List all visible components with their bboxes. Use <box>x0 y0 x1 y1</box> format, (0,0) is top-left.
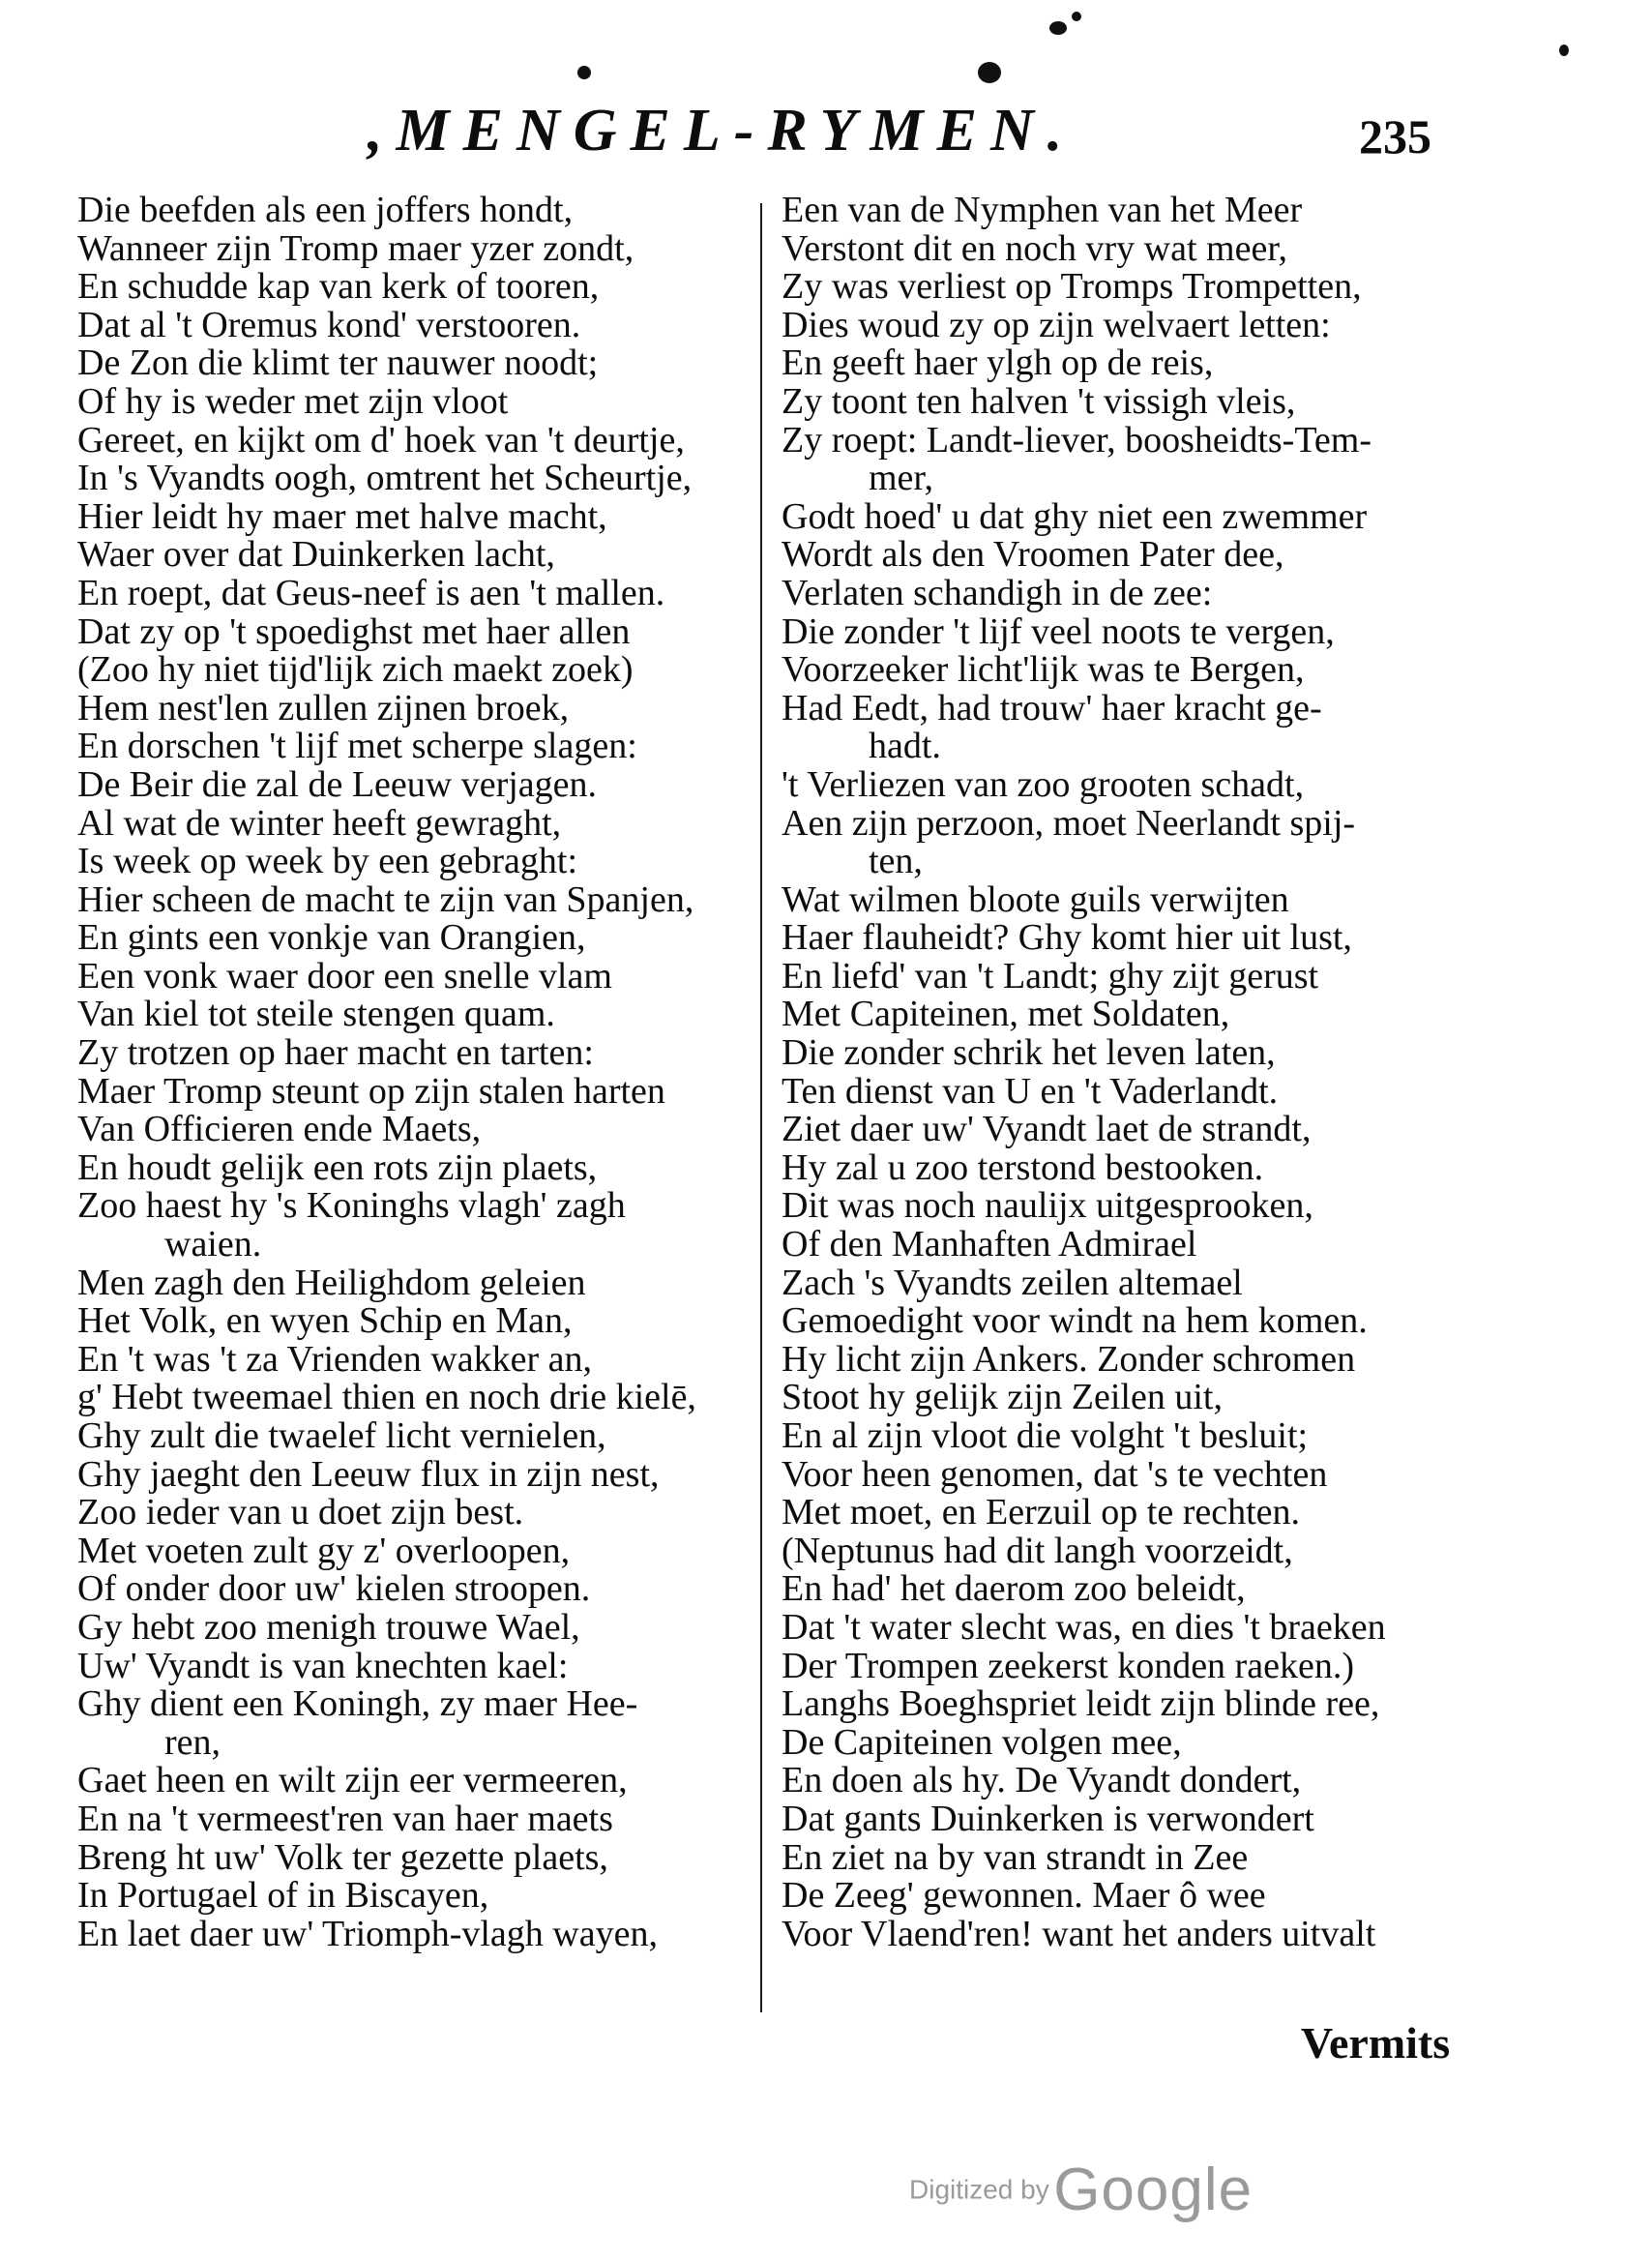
verse-line: Dat 't water slecht was, en dies 't braeken <box>782 1606 1386 1648</box>
verse-line: Zy was verliest op Tromps Trompetten, <box>782 266 1362 308</box>
verse-line: Hy zal u zoo terstond bestooken. <box>782 1146 1264 1188</box>
verse-line: Ghy zult die twaelef licht vernielen, <box>77 1415 606 1456</box>
verse-line: Stoot hy gelijk zijn Zeilen uit, <box>782 1377 1223 1418</box>
verse-line: waien. <box>164 1224 262 1265</box>
verse-line: Gemoedight voor windt na hem komen. <box>782 1300 1368 1342</box>
verse-line: En na 't vermeest'ren van haer maets <box>77 1798 613 1839</box>
verse-line: Een vonk waer door een snelle vlam <box>77 955 612 997</box>
verse-line: Men zagh den Heilighdom geleien <box>77 1262 586 1303</box>
verse-line: En dorschen 't lijf met scherpe slagen: <box>77 726 637 767</box>
verse-line: De Beir die zal de Leeuw verjagen. <box>77 763 598 805</box>
verse-line: Uw' Vyandt is van knechten kael: <box>77 1645 569 1686</box>
verse-line: Is week op week by een gebraght: <box>77 841 578 882</box>
verse-line: Ziet daer uw' Vyandt laet de strandt, <box>782 1109 1312 1150</box>
verse-line: Gy hebt zoo menigh trouwe Wael, <box>77 1606 580 1648</box>
verse-line: En liefd' van 't Landt; ghy zijt gerust <box>782 955 1319 997</box>
catchword: Vermits <box>1301 2018 1451 2068</box>
verse-line: En had' het daerom zoo beleidt, <box>782 1568 1246 1610</box>
verse-line: Zach 's Vyandts zeilen altemael <box>782 1262 1243 1303</box>
verse-line: Hy licht zijn Ankers. Zonder schromen <box>782 1338 1356 1380</box>
verse-line: Met moet, en Eerzuil op te rechten. <box>782 1492 1301 1533</box>
verse-line: Breng ht uw' Volk ter gezette plaets, <box>77 1836 608 1878</box>
verse-line: De Capiteinen volgen mee, <box>782 1721 1182 1763</box>
verse-line: (Neptunus had dit langh voorzeidt, <box>782 1530 1293 1571</box>
verse-line: Met Capiteinen, met Soldaten, <box>782 994 1230 1035</box>
verse-line: Of den Manhaften Admirael <box>782 1224 1197 1265</box>
verse-line: Die zonder 't lijf veel noots te vergen, <box>782 610 1335 652</box>
verse-line: Dat al 't Oremus kond' verstooren. <box>77 304 581 345</box>
verse-line: Gereet, en kijkt om d' hoek van 't deurtje, <box>77 419 685 461</box>
verse-line: Dat zy op 't spoedighst met haer allen <box>77 610 631 652</box>
verse-line: Of hy is weder met zijn vloot <box>77 380 509 422</box>
verse-line: Wordt als den Vroomen Pater dee, <box>782 534 1284 576</box>
verse-line: Der Trompen zeekerst konden raeken.) <box>782 1645 1354 1686</box>
verse-line: Al wat de winter heeft gewraght, <box>77 802 562 844</box>
verse-line: g' Hebt tweemael thien en noch drie kielē, <box>77 1377 696 1418</box>
verse-line: Langhs Boeghspriet leidt zijn blinde ree, <box>782 1683 1380 1725</box>
verse-line: Zoo ieder van u doet zijn best. <box>77 1492 524 1533</box>
verse-line: Met voeten zult gy z' overloopen, <box>77 1530 571 1571</box>
verse-line: mer, <box>869 458 934 499</box>
verse-line: 't Verliezen van zoo grooten schadt, <box>782 763 1305 805</box>
verse-line: hadt. <box>869 726 941 767</box>
verse-line: En houdt gelijk een rots zijn plaets, <box>77 1146 598 1188</box>
digitized-label: Digitized by <box>909 2174 1049 2205</box>
ink-speck <box>1049 21 1067 35</box>
verse-line: Waer over dat Duinkerken lacht, <box>77 534 555 576</box>
verse-line: Verlaten schandigh in de zee: <box>782 572 1213 613</box>
verse-line: En geeft haer ylgh op de reis, <box>782 342 1214 384</box>
verse-line: En schudde kap van kerk of tooren, <box>77 266 600 308</box>
verse-line: Een van de Nymphen van het Meer <box>782 190 1303 230</box>
verse-line: Zy trotzen op haer macht en tarten: <box>77 1032 594 1074</box>
verse-line: Die zonder schrik het leven laten, <box>782 1032 1276 1074</box>
running-head: ,MENGEL-RYMEN. <box>368 98 1077 164</box>
verse-line: Wanneer zijn Tromp maer yzer zondt, <box>77 227 634 269</box>
verse-line: Dies woud zy op zijn welvaert letten: <box>782 304 1331 345</box>
verse-line: Het Volk, en wyen Schip en Man, <box>77 1300 573 1342</box>
verse-line: ren, <box>164 1721 221 1763</box>
ink-speck <box>577 66 591 79</box>
page-number: 235 <box>1359 109 1431 164</box>
verse-line: En roept, dat Geus-neef is aen 't mallen. <box>77 572 665 613</box>
right-column <box>782 192 1478 1953</box>
verse-line: Hier scheen de macht te zijn van Spanjen, <box>77 878 694 920</box>
verse-line: Hier leidt hy maer met halve macht, <box>77 495 607 537</box>
verse-line: Hem nest'len zullen zijnen broek, <box>77 687 570 729</box>
ink-speck <box>1559 45 1569 56</box>
verse-line: Wat wilmen bloote guils verwijten <box>782 878 1289 920</box>
verse-line: Aen zijn perzoon, moet Neerlandt spij- <box>782 802 1356 844</box>
digitized-watermark <box>909 2156 1253 2224</box>
verse-line: En 't was 't za Vrienden wakker an, <box>77 1338 592 1380</box>
verse-line: En doen als hy. De Vyandt dondert, <box>782 1760 1302 1801</box>
verse-line: (Zoo hy niet tijd'lijk zich maekt zoek) <box>77 649 634 691</box>
verse-line: Maer Tromp steunt op zijn stalen harten <box>77 1070 665 1112</box>
verse-line: In Portugael of in Biscayen, <box>77 1875 489 1917</box>
ink-speck <box>1072 12 1081 21</box>
verse-line: Voor Vlaend'ren! want het anders uitvalt <box>782 1913 1376 1954</box>
verse-line: Had Eedt, had trouw' haer kracht ge- <box>782 687 1322 729</box>
verse-line: In 's Vyandts oogh, omtrent het Scheurtje, <box>77 458 693 499</box>
verse-line: En ziet na by van strandt in Zee <box>782 1836 1249 1878</box>
verse-line: Ghy jaeght den Leeuw flux in zijn nest, <box>77 1453 660 1495</box>
verse-line: Voorzeeker licht'lijk was te Bergen, <box>782 649 1305 691</box>
verse-line: En laet daer uw' Triomph-vlagh wayen, <box>77 1913 658 1954</box>
verse-line: En gints een vonkje van Orangien, <box>77 917 586 959</box>
verse-line: Die beefden als een joffers hondt, <box>77 190 574 230</box>
verse-line: Voor heen genomen, dat 's te vechten <box>782 1453 1328 1495</box>
verse-line: Dat gants Duinkerken is verwondert <box>782 1798 1314 1839</box>
verse-line: Ten dienst van U en 't Vaderlandt. <box>782 1070 1279 1112</box>
verse-line: Haer flauheidt? Ghy komt hier uit lust, <box>782 917 1352 959</box>
verse-line: Of onder door uw' kielen stroopen. <box>77 1568 591 1610</box>
verse-line: De Zeeg' gewonnen. Maer ô wee <box>782 1875 1266 1917</box>
verse-line: Godt hoed' u dat ghy niet een zwemmer <box>782 495 1368 537</box>
verse-line: Gaet heen en wilt zijn eer vermeeren, <box>77 1760 628 1801</box>
verse-line: ten, <box>869 841 923 882</box>
verse-line: En al zijn vloot die volght 't besluit; <box>782 1415 1309 1456</box>
verse-line: Zoo haest hy 's Koninghs vlagh' zagh <box>77 1185 626 1227</box>
google-logo: Google <box>1053 2157 1254 2223</box>
verse-line: Van Officieren ende Maets, <box>77 1109 482 1150</box>
ink-speck <box>978 62 1001 83</box>
verse-line: Ghy dient een Koningh, zy maer Hee- <box>77 1683 638 1725</box>
verse-line: Zy toont ten halven 't vissigh vleis, <box>782 380 1296 422</box>
verse-line: Van kiel tot steile stengen quam. <box>77 994 555 1035</box>
left-column <box>77 192 774 1953</box>
verse-line: Dit was noch naulijx uitgesprooken, <box>782 1185 1313 1227</box>
verse-line: Verstont dit en noch vry wat meer, <box>782 227 1287 269</box>
verse-line: Zy roept: Landt-liever, boosheidts-Tem- <box>782 419 1372 461</box>
verse-line: De Zon die klimt ter nauwer noodt; <box>77 342 599 384</box>
